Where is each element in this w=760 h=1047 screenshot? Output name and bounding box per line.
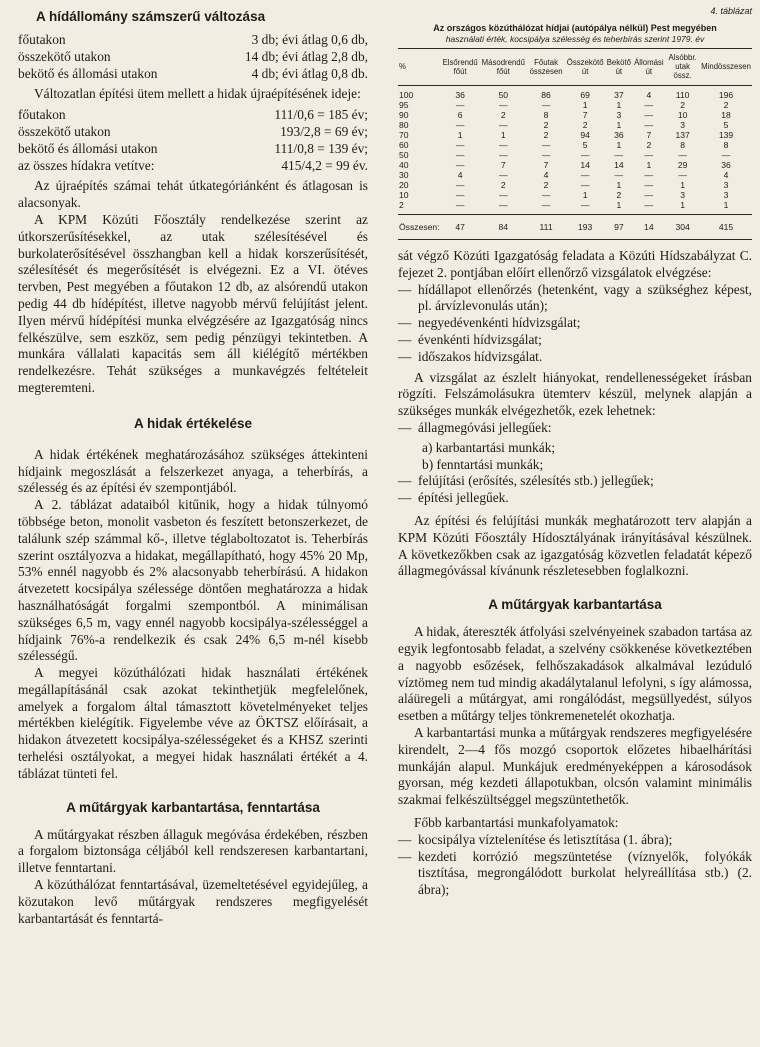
table-cell: — [455,200,465,210]
table-cell: 1 [500,130,506,140]
table-cell: 193 [565,215,605,240]
table-cell: — [541,100,551,110]
table-cell: 10 [677,110,688,120]
table-cell: — [580,180,590,190]
table-row [398,130,752,140]
table-cell: — [541,200,551,210]
table-cell: — [644,100,654,110]
table-cell: 6 [457,110,463,120]
work-type-list [398,420,752,507]
table-cell: — [644,110,654,120]
paragraph: A vizsgálat az észlelt hiányokat, rendellenességeket írásban rögzíti. Felszámolásukra ütemterv készül, melynek alapján a szükséges munkák elvégezhetők, ezek lehetnek: [398,369,752,419]
stat-value: 111/0,6 = 185 év; [274,107,368,123]
left-column [18,0,368,927]
stat-label: főutakon [18,32,66,47]
table-cell: 36 [614,130,624,140]
table-cell: 7 [582,110,588,120]
list-item: — kocsipálya víztelenítése és letisztítása (1. ábra); [398,832,752,849]
table-cell: — [499,200,508,210]
table-cell: 36 [455,90,465,100]
table-cell: 30 [399,170,409,180]
table-cell: 7 [646,130,652,140]
table-cell: — [644,150,654,160]
table-cell: — [644,170,654,180]
table-cell: — [644,200,654,210]
table-cell: 4 [543,170,549,180]
paragraph: A megyei közúthálózati hidak használati értékének megállapításánál csak azokat tekinthetjük megfelelőnek, amelyek a forgalom által támasztott követelményeket teljes mértékben kielégítik. Figyelembe véve az ÖKTSZ előírásait, a hidakon átvezetett kocsipálya-szélességeket és a KHSZ szerinti terhelési osztályokat, a megyei hidak használati értékét a 4. táblázat tünteti fel. [18,665,368,781]
table-cell: 1 [616,120,622,130]
inspection-list [398,282,752,366]
stat-row [18,32,368,49]
list-item-text: évenkénti hídvizsgálat; [418,331,542,347]
table-row [398,200,752,215]
table-cell: — [455,160,465,170]
paragraph: Az építési és felújítási munkák meghatározott terv alapján a KPM Közúti Főosztály Hídosztályának irányításával készülnek. A következőkben csak az igazgatóság közvetlen feladatát képező állagmegóvással kívánunk részletesebben foglalkozni. [398,512,752,579]
table-subtitle: használati érték, kocsipálya szélesség és teherbírás szerint 1979. év [445,34,705,44]
table-cell: — [499,150,508,160]
table-cell: — [644,180,654,190]
stat-label: bekötő és állomási utakon [18,65,158,81]
table-cell: — [455,140,465,150]
table-cell: 2 [500,180,506,190]
table-cell: Összesen: [398,215,441,240]
table-cell: 2 [582,120,588,130]
table-row [398,150,752,160]
list-item-text: építési jellegűek. [418,490,509,506]
table-cell: 1 [616,100,622,110]
stat-value: 415/4,2 = 99 év. [281,157,368,173]
table-header-row [398,49,752,86]
table-cell: 5 [723,120,729,130]
sub-item: b) fenntartási munkák; [422,456,544,472]
table-cell: 90 [399,110,409,120]
table-cell: 84 [480,215,527,240]
table-number: 4. táblázat [710,6,752,16]
table-cell: 14 [614,160,624,170]
table-row [398,86,752,101]
table-cell: 3 [723,180,729,190]
table-row [398,100,752,110]
column-header: Mindösszesen [700,49,752,86]
table-cell: 2 [543,180,549,190]
column-header: Főutak összesen [527,49,565,86]
table-cell: — [644,190,654,200]
column-header: Összekötő út [565,49,605,86]
table-cell: — [455,190,465,200]
table-cell: 2 [543,120,549,130]
table-cell: — [541,190,551,200]
list-item-text: hídállapot ellenőrzés (hetenként, vagy a szükséghez képest, pl. árvízlevonulás után); [418,281,752,314]
stat-label: összekötő utakon [18,48,111,64]
table-cell: 97 [605,215,632,240]
table-cell: — [580,200,590,210]
table-cell: 4 [646,90,652,100]
stat-label: főutakon [18,107,66,123]
stat-row [18,107,368,124]
table-cell: 3 [680,120,685,130]
table-cell: 5 [582,140,588,150]
table-total-row [398,215,752,240]
table-cell: 137 [675,130,690,140]
stat-value: 111/0,8 = 139 év; [274,140,368,156]
stats-list-rebuild-time [18,107,368,174]
table-cell: 2 [399,200,404,210]
table-cell: 2 [543,130,549,140]
table-cell: 1 [457,130,463,140]
maintenance-list [398,832,752,899]
table-cell: — [678,170,687,180]
table-cell: 29 [677,160,688,170]
table-cell: 69 [580,90,590,100]
bridge-value-table [398,48,752,239]
list-item-text: kocsipálya víztelenítése és letisztítása (1. ábra); [418,831,673,847]
table-cell: 8 [543,110,549,120]
table-row [398,160,752,170]
table-cell: — [499,170,508,180]
stat-label: bekötő és állomási utakon [18,140,158,156]
stat-label: összekötő utakon [18,123,111,139]
column-header: Alsóbbr. utak össz. [665,49,700,86]
paragraph: A KPM Közúti Főosztály rendelkezése szerint az útkorszerűsítésekkel, az utak szélesítésével és burkolaterősítésével összhangban kell a hidak korszerűsítését, szélesítését és megerősítését is elvégezni. Ez a VI. ötéves tervben, Pest megyében a főutakon 12 db, az alsórendű utakon pedig 44 db hídépítést, illetve nagyobb mérvű felújítást jelent. Ilyen mérvű hídépítési munka elvégzésére az Igazgatóság nincs felkészülve, sem eszköz, sem pedig pénzügyi tekintetben. A munkára vállalati kapacitás sem áll kiélégítő mértékben rendelkezésre. Tehát szükséges a munkavégzés feltételeit megteremteni. [18,211,368,395]
table-cell: — [455,150,465,160]
table-cell: 111 [527,215,565,240]
table-cell: 80 [399,120,409,130]
table-cell: 415 [700,215,752,240]
table-cell: — [614,150,624,160]
paragraph: Változatlan építési ütem mellett a hidak újraépítésének ideje: [34,86,361,102]
table-cell: — [455,180,465,190]
stat-row [18,158,368,175]
right-column [398,0,752,899]
table-row [398,110,752,120]
paragraph: Az újraépítés számai tehát útkategóriánként és átlagosan is alacsonyak. [18,178,368,211]
paragraph: Főbb karbantartási munkafolyamatok: [414,814,619,830]
table-cell: 10 [399,190,409,200]
table-cell: — [721,150,731,160]
paragraph: A hidak értékének meghatározásához szükséges áttekinteni hídjaink megoszlását a felszerkezet anyaga, a teherbírás, a szélesség és az építési év szempontjából. [18,446,368,496]
table-row [398,140,752,150]
table-cell: 3 [723,190,729,200]
list-item-text: felújítási (erősítés, szélesítés stb.) jellegűek; [418,473,654,489]
table-cell: 196 [718,90,734,100]
table-cell: 37 [614,90,624,100]
table-cell: 1 [680,180,685,190]
table-cell: 110 [675,90,690,100]
list-item: — kezdeti korrózió megszüntetése (víznyelők, folyókák tisztítása, megrongálódott burkolat helyreállítása stb.) (2. ábra); [398,848,752,898]
table-cell: — [678,150,687,160]
table-cell: 47 [441,215,480,240]
table-cell: 8 [680,140,685,150]
list-item: — hídállapot ellenőrzés (hetenként, vagy a szükséghez képest, pl. árvízlevonulás után); [398,281,752,314]
table-cell: 1 [723,200,729,210]
paragraph: A közúthálózat fenntartásával, üzemeltetésével egyidejűleg, a közutakon levő műtárgyak rendszeres megfigyelését karbantartását és fenntartá- [18,877,368,926]
table-cell: 70 [399,130,409,140]
table-title: Az országos közúthálózat hídjai (autópálya nélkül) Pest megyében [433,23,717,33]
stat-value: 14 db; évi átlag 2,8 db, [244,48,368,64]
bridge-table-block [398,6,752,240]
list-item: — állagmegóvási jellegűek: [398,420,752,437]
table-cell: — [455,120,465,130]
paragraph: A 2. táblázat adataiból kitűnik, hogy a hidak túlnyomó többsége beton, monolit vasbeton és feszített betonszerkezet, de találunk szép számmal kő-, illetve téglaboltozatot is. Teherbírás szerint osztályozva a hidakat, megállapítható, hogy 45% 20 Mp, 53% ennél nagyobb és 2% alacsonyabb teherbírású. A hidakon átvezetett kocsipálya szélessége döntően meghatározza a hidak használhatóságát forgalmi szempontból. A minimálisan szükséges 6,5 m, vagy ennél nagyobb kocsipálya-szélességgel a hídjaink 76%-a rendelkezik és csak 24% 6,5 m-nél kisebb szélességű. [18,497,368,664]
list-item: — évenkénti hídvizsgálat; [398,332,752,349]
table-cell: 40 [399,160,409,170]
stat-value: 4 db; évi átlag 0,8 db. [251,65,368,81]
table-cell: — [580,170,590,180]
stat-row [18,141,368,158]
list-item-text: időszakos hídvizsgálat. [418,348,543,364]
column-header: Bekötő út [605,49,632,86]
section-heading-structure-maintenance: A műtárgyak karbantartása [488,597,662,613]
table-cell: 2 [646,140,652,150]
stats-list-construction [18,32,368,82]
list-item: — felújítási (erősítés, szélesítés stb.) jellegűek; [398,473,752,490]
table-cell: 14 [633,215,666,240]
list-item: — időszakos hídvizsgálat. [398,349,752,366]
stat-row [18,66,368,83]
stat-value: 193/2,8 = 69 év; [280,123,368,139]
table-cell: 18 [721,110,731,120]
table-row [398,190,752,200]
paragraph: sát végző Közúti Igazgatóság feladata a Közúti Hídszabályzat C. fejezet 2. pontjában előírt ellenőrző vizsgálatok elvégzése: [398,248,752,280]
table-cell: 2 [680,100,685,110]
table-cell: 1 [646,160,652,170]
table-cell: 2 [723,100,729,110]
stat-row [18,49,368,66]
table-cell: 94 [580,130,590,140]
table-cell: — [499,190,508,200]
table-cell: 1 [616,140,622,150]
table-cell: 2 [500,110,506,120]
table-cell: 1 [680,200,685,210]
list-item: — negyedévenkénti hídvizsgálat; [398,315,752,332]
table-cell: 4 [457,170,463,180]
section-heading-bridge-stock: A hídállomány számszerű változása [36,9,266,24]
sub-item: a) karbantartási munkák; [422,439,556,455]
table-cell: — [580,150,590,160]
list-item-text: állagmegóvási jellegűek: [418,419,552,435]
table-cell: 4 [723,170,729,180]
table-cell: 8 [723,140,729,150]
table-cell: — [541,140,551,150]
table-cell: — [499,140,508,150]
paragraph: A hidak, átereszték átfolyási szelvényeinek szabadon tartása az egyik legfontosabb feladat, a szelvény csökkenése következtében a nagyobb esőzések, felhőszakadások alkalmával lezúduló víztömeg nem tud mindig akadálytalanul lefolyni, s így alámossa, aláüregeli a műtárgyat, ami rongálódást, megsüllyedést, súlyos esetben a műtárgy teljes tönkremenetelét okozhatja. [398,624,752,724]
table-cell: 36 [721,160,731,170]
list-item-text: kezdeti korrózió megszüntetése (víznyelők, folyókák tisztítása, megrongálódott burkolat helyreállítása stb.) (2. ábra); [418,848,752,898]
table-cell: 139 [718,130,734,140]
table-cell: — [614,170,624,180]
table-cell: 1 [582,100,588,110]
table-cell: 100 [399,90,414,100]
table-cell: 304 [665,215,700,240]
table-row [398,180,752,190]
table-cell: — [455,100,465,110]
stat-label: az összes hídakra vetítve: [18,157,155,173]
table-row [398,170,752,180]
table-cell: — [499,100,508,110]
stat-row [18,124,368,141]
table-cell: 50 [399,150,409,160]
table-cell: 3 [680,190,685,200]
stat-value: 3 db; évi átlag 0,6 db, [251,32,368,47]
column-header: % [398,49,441,86]
table-cell: 1 [616,180,622,190]
table-cell: — [644,120,654,130]
column-header: Elsőrendű főút [441,49,480,86]
table-cell: 3 [616,110,622,120]
paragraph: A karbantartási munka a műtárgyak rendszeres megfigyelésére kirendelt, 2—4 fős mozgó csoportok előzetes hibaelhárítási munkáján alapul. Munkájuk eredményeképpen a károsodások gyorsan, még kezdeti állapotukban, olcsón valamint minimális szakmai felkészültséggel megszüntethetők. [398,724,752,808]
table-cell: 20 [399,180,409,190]
table-cell: — [499,120,508,130]
table-cell: 14 [580,160,590,170]
section-heading-bridge-valuation: A hidak értékelése [133,415,253,431]
section-heading-maintenance: A műtárgyak karbantartása, fenntartása [66,799,320,815]
table-cell: 1 [616,200,622,210]
table-cell: 95 [399,100,409,110]
table-cell: 50 [498,90,509,100]
table-cell: 7 [500,160,506,170]
table-cell: 7 [543,160,549,170]
column-header: Állomási út [633,49,666,86]
table-cell: 1 [582,190,588,200]
paragraph: A műtárgyakat részben állaguk megóvása érdekében, részben a forgalom biztonsága céljából kell rendszeresen karbantartani, illetve fenntartani. [18,826,368,876]
column-header: Másodrendű főút [480,49,527,86]
table-cell: 2 [616,190,622,200]
table-row [398,120,752,130]
table-cell: 86 [541,90,551,100]
list-item-text: negyedévenkénti hídvizsgálat; [418,315,581,331]
list-item: — építési jellegűek. [398,490,752,507]
table-cell: 60 [399,140,409,150]
table-cell: — [541,150,551,160]
